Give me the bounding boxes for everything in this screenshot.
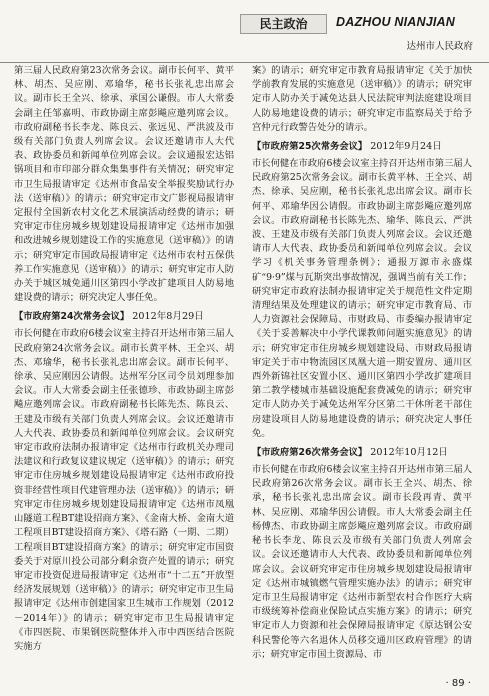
meeting26-body: 市长何健在市政府6楼会议室主持召开达州市第三届人民政府第26次常务会议。副市长王全兴、胡杰、徐承，秘书长张礼忠出席会议。副市长段再青、黄平林、吴应刚、邓瑜华因公请假。市人大常委会副主任杨傅杰、市政协副主席彭飚应邀列席会议。市政府副秘书长李龙、陈良云及市级有关部门负责人列席会议。会议还邀请市人大代表、政协委员和新闻单位列席会议。会议研究审定市住房城乡规划建设局报请审定《达州市城镇燃气管理实施办法》的请示；研究审定市卫生局报请审定《达州市新型农村合作医疗大病市级统筹补偿商业保险试点实施方案》的请示；研究审定市人力资源和社会保障局报请审定《原达钢公安科民警伦等六名退休人员移交通川区政府管理》的请示；研究审定市国土资源局、市 bbox=[252, 464, 472, 660]
page-header bbox=[0, 0, 489, 63]
unit-label: 达州市人民政府 bbox=[406, 41, 473, 52]
journal-title: DAZHOU NIANJIAN bbox=[336, 15, 455, 29]
page-number: · 89 · bbox=[445, 678, 471, 689]
meeting24-heading bbox=[14, 310, 234, 324]
meeting25-title: 【市政府第25次常务会议】 bbox=[252, 141, 368, 153]
paragraph-meeting23-continued: 第三届人民政府第23次常务会议。副市长何平、黄平林、胡杰、吴应刚、邓瑜华，秘书长张礼忠出席会议。副市长王全兴、徐承、承国公谦假。市人大常委会副主任邹嘉明、市政协副主席彭飚应邀列席会议。市政府副秘书长李龙、陈良云、张远见、严洪波及市级有关部门负责人列席会议。会议还邀请市人大代表、政协委员和新闻单位列席会议。会议通报宏达铝锅项目和市印部分群众集集事件有关情况；研究审定市卫生局报请审定《达州市食品安全举报奖励试行办法（送审稿）》的请示；研究审定市文广影视局报请审定报付全国新农村文化艺术展演活动经费的请示；研究审定市住房城乡规划建设局报请审定《达州市加强和改进城乡规划建设工作的实施意见（送审稿）》的请示；研究审定市国政局报请审定《达州市农村五保供养工作实施意见（送审稿）》的请示；研究审定市人防办关于城区城免通川区第四小学改扩建项目人防易地建设费的请示；研究决定人事任免。 bbox=[14, 65, 234, 304]
meeting25-heading bbox=[252, 140, 472, 154]
meeting26-heading bbox=[252, 446, 472, 460]
section-label: 民主政治 bbox=[240, 14, 327, 34]
meeting26-date: 2012年10月12日 bbox=[370, 447, 448, 459]
left-column bbox=[14, 64, 234, 674]
meeting25-body: 市长何健在市政府6楼会议室主持召开达州市第三届人民政府第25次常务会议。副市长黄平林、王全兴、胡杰、徐承、吴应刚，秘书长张礼忠出席会议。副市长何平、邓瑜华因公请假。市政协副主席彭飚应邀列席会议。市政府副秘书长陈先杰、瑜华、陈良云、严洪波、王建及市级有关部门负责人列席会议。会议还邀请市人大代表、政协委员和新闻单位列席会议。会议学习《机关事务管理条例》；通报万源市永盛煤矿“9·9”煤与瓦斯突出事故情况，强调当前有关工作；研究审定市政府法制办报请审定关于规范性文件定期清理结果及处理建议的请示；研究审定市教育局、市人力资源社会保障局、市财政局、市委编办报请审定《关于妥善解决中小学代课教师问题实施意见》的请示；研究审定市住房城乡规划建设局、市财政局报请审定关于市中物流园区凤凰大道一期安置房、通川区西外新锦社区安置小区、通川区第四小学改扩建项目第二教学楼城市基础设施配套费减免的请示；研究审定市人防办关于减免达州军分区第二干休所老干部住房建设项目人防易地建设费的请示；研究决定人事任免。 bbox=[252, 158, 472, 439]
meeting26-title: 【市政府第26次常务会议】 bbox=[252, 447, 368, 459]
meeting24-date: 2012年8月29日 bbox=[132, 311, 204, 323]
meeting24-body: 市长何健在市政府6楼会议室主持召开达州市第三届人民政府第24次常务会议。副市长黄平林、王全兴、胡杰、邓瑜华，秘书长张礼忠出席会议。副市长何平、徐承、吴应刚因公请假。达州军分区司令员刘理参加会议。市人大常委会副主任张德珍、市政协副主席彭飚应邀列席会议。市政府副秘书长陈先杰、陈良云、王建及市级有关部门负责人列席会议。会议还邀请市人大代表、政协委员和新闻单位列席会议。会议研究审定市政府法制办报请审定《达州市行政机关办理司法建议和行政复议建议规定（送审稿）》的请示；研究审定市住房城乡规划建设局报请审定《达州市政府投资非经营性项目代建管理办法（送审稿）》的请示；研究审定市住房城乡规划建设局报请审定《达州市凤凰山隧道工程BT建设招商方案》、《金南大桥、金南大道工程项目BT建设招商方案》、《塔石路（一期、二期）工程项目BT建设招商方案》的请示；研究审定市国资委关于对原川投公司部分剩余资产处置的请示；研究审定市投资促进局报请审定《达州市“十二五”开放型经济发展规划（送审稿）》的请示；研究审定市卫生局报请审定《达州市创建国家卫生城市工作规划（2012－2014年）》的请示；研究审定市卫生局报请审定《市四医院、市果钢医院整体并入市中西医结合医院实施方 bbox=[14, 328, 234, 652]
meeting25-date: 2012年9月24日 bbox=[370, 141, 442, 153]
paragraph-meeting24-continued: 案》的请示；研究审定市教育局报请审定《关于加快学前教育发展的实施意见（送审稿）》的请示；研究审定市人防办关于减免达县人民法院审判法庭建设项目人防易地建设费的请示；研究审定市监察局关于给予宫仲元行政警告处分的请示。 bbox=[252, 65, 472, 133]
meeting24-title: 【市政府第24次常务会议】 bbox=[14, 311, 130, 323]
right-column bbox=[252, 64, 472, 674]
